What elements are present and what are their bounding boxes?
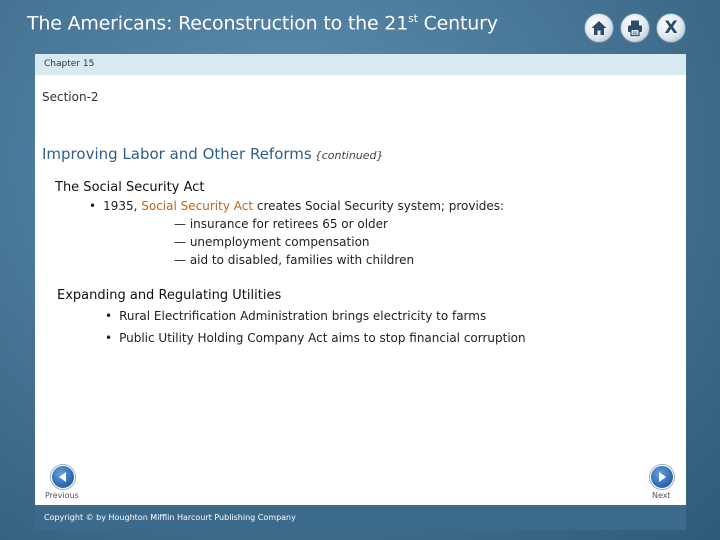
- previous-label[interactable]: Previous: [45, 491, 79, 500]
- sub-item-aid: — aid to disabled, families with children: [174, 253, 415, 267]
- sub-item-insurance: — insurance for retirees 65 or older: [174, 217, 388, 231]
- bullet-glyph: •: [89, 199, 97, 213]
- section-label: Section-2: [42, 90, 99, 104]
- previous-button[interactable]: [51, 465, 75, 489]
- print-button[interactable]: [620, 13, 650, 43]
- title-main: The Americans: Reconstruction to the 21: [27, 12, 409, 35]
- next-button[interactable]: [650, 465, 674, 489]
- heading-text: Improving Labor and Other Reforms: [42, 145, 312, 163]
- bullet-glyph: •: [105, 309, 113, 323]
- bullet-prefix: 1935,: [103, 199, 142, 213]
- heading-continued: {continued}: [314, 149, 384, 162]
- bullet-suffix: creates Social Security system; provides:: [253, 199, 505, 213]
- arrow-left-icon: [52, 466, 74, 488]
- printer-icon: [626, 19, 644, 37]
- home-icon: [590, 19, 608, 37]
- close-button[interactable]: [656, 13, 686, 43]
- title-superscript: st: [408, 12, 418, 25]
- sub-item-unemployment: — unemployment compensation: [174, 235, 370, 249]
- bullet-public-utility: [105, 331, 526, 345]
- keyword-social-security-act: Social Security Act: [141, 199, 254, 213]
- arrow-right-icon: [651, 466, 673, 488]
- block-title-social-security: The Social Security Act: [55, 180, 205, 195]
- home-button[interactable]: [584, 13, 614, 43]
- copyright-footer: Copyright © by Houghton Mifflin Harcourt Publishing Company: [35, 505, 686, 530]
- title-tail: Century: [417, 12, 498, 35]
- app-title: [27, 12, 498, 34]
- close-icon: X: [664, 17, 678, 38]
- bullet-rural-electrification: [105, 309, 486, 323]
- bullet-text: Rural Electrification Administration brings electricity to farms: [119, 309, 487, 323]
- slide-heading: [42, 145, 384, 163]
- slide-panel: [35, 54, 686, 530]
- bullet-text: Public Utility Holding Company Act aims to stop financial corruption: [119, 331, 526, 345]
- next-label[interactable]: Next: [652, 491, 671, 500]
- chapter-label: Chapter 15: [35, 54, 686, 75]
- bullet-glyph: •: [105, 331, 113, 345]
- bullet-1935: [89, 199, 504, 213]
- block-title-utilities: Expanding and Regulating Utilities: [57, 288, 282, 303]
